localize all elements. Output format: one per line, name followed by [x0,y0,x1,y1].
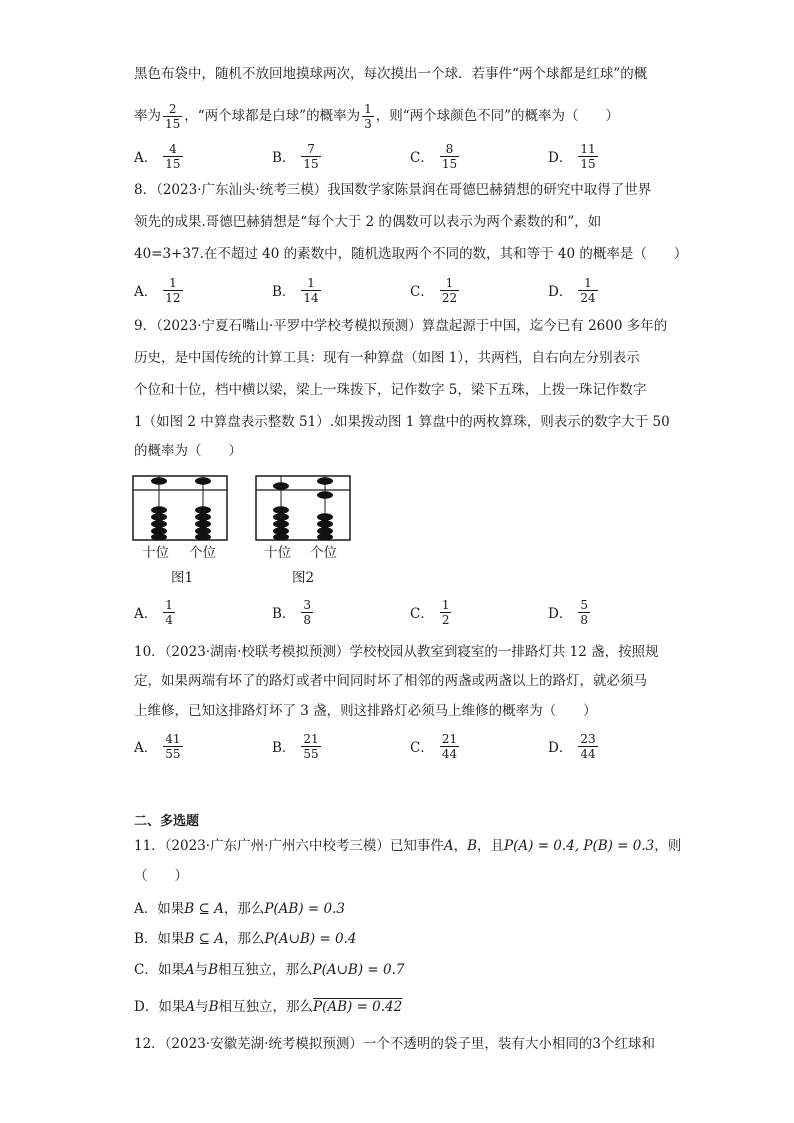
q7-text-c: ，则“两个球颜色不同”的概率为（ ） [375,108,620,124]
abacus-figures [130,472,360,544]
fig1-ones-label: 个位 [189,545,216,561]
q9-option-a[interactable]: A． $\frac{1}{4}$ [134,597,173,627]
q11-option-c[interactable]: C．如果A与B相互独立，那么P(A∪B) = 0.7 [134,962,405,978]
q8-options [134,272,694,308]
q11-line-1: 11．（2023·广东广州·广州六中校考三模）已知事件A，B，且P(A) = 0.4, P(B) = 0.3，则 [134,838,682,854]
q10-option-d[interactable]: D． $\frac{23}{44}$ [548,731,596,761]
fig2-ones-label: 个位 [310,545,337,561]
section-title-multiple-choice: 二、多选题 [134,814,200,829]
q12-line-1: 12．（2023·安徽芜湖·统考模拟预测）一个不透明的袋子里，装有大小相同的3个红球和 [134,1036,655,1052]
q7-fraction-1: $\frac{2}{15}$ [165,102,181,131]
fig1-caption: 图1 [171,570,194,586]
q10-line-2: 定，如果两端有坏了的路灯或者中间同时坏了相邻的两盏或两盏以上的路灯，就必须马 [134,673,647,689]
q9-line-4: 1（如图 2 中算盘表示整数 51）.如果拨动图 1 算盘中的两枚算珠，则表示的数字大于 50 [134,414,670,430]
q10-line-1: 10．（2023·湖南·校联考模拟预测）学校校园从教室到寝室的一排路灯共 12 盏，按照规 [134,644,659,660]
q8-line-2: 领先的成果.哥德巴赫猜想是“每个大于 2 的偶数可以表示为两个素数的和”，如 [134,214,602,230]
abacus-figure-1 [133,476,227,541]
q10-options [134,728,694,764]
q7-option-b[interactable]: B． $\frac{7}{15}$ [272,141,319,171]
abacus-figure-2 [256,476,350,541]
q9-option-c[interactable]: C． $\frac{1}{2}$ [410,597,450,627]
q8-option-a[interactable]: A． $\frac{1}{12}$ [134,275,181,305]
q9-line-1: 9．（2023·宁夏石嘴山·平罗中学校考模拟预测）算盘起源于中国，迄今已有 2600 多年的 [134,318,668,334]
q8-line-3: 40=3+37.在不超过 40 的素数中，随机选取两个不同的数，其和等于 40 的概率是（ ） [134,246,688,262]
q11-line-2: （ ） [134,868,188,884]
q10-option-c[interactable]: C． $\frac{21}{44}$ [410,731,458,761]
fig2-caption: 图2 [292,570,315,586]
q8-option-d[interactable]: D． $\frac{1}{24}$ [548,275,596,305]
q8-option-b[interactable]: B． $\frac{1}{14}$ [272,275,319,305]
q9-option-d[interactable]: D． $\frac{5}{8}$ [548,597,588,627]
q7-options [134,138,694,174]
q9-line-2: 历史，是中国传统的计算工具：现有一种算盘（如图 1），共两档，自右向左分别表示 [134,350,640,366]
q7-fraction-2: $\frac{1}{3}$ [364,102,372,131]
q9-line-5: 的概率为（ ） [134,443,242,459]
q7-line-2 [134,102,619,131]
q10-option-a[interactable]: A． $\frac{41}{55}$ [134,731,181,761]
q10-option-b[interactable]: B． $\frac{21}{55}$ [272,731,319,761]
q9-options [134,594,694,630]
fig1-tens-label: 十位 [142,545,169,561]
fig2-tens-label: 十位 [264,545,291,561]
q9-line-3: 个位和十位，档中横以梁，梁上一珠拨下，记作数字 5，梁下五珠，上拨一珠记作数字 [134,382,647,398]
q11-option-a[interactable]: A．如果B ⊆ A，那么P(AB) = 0.3 [134,901,345,917]
q11-condition-math: P(A) = 0.4, P(B) = 0.3 [504,838,655,854]
q7-option-a[interactable]: A． $\frac{4}{15}$ [134,141,181,171]
q9-option-b[interactable]: B． $\frac{3}{8}$ [272,597,312,627]
q7-line-1: 黑色布袋中，随机不放回地摸球两次，每次摸出一个球．若事件“两个球都是红球”的概 [134,66,648,82]
q7-text-b: ，“两个球都是白球”的概率为 [184,108,361,124]
q8-option-c[interactable]: C． $\frac{1}{22}$ [410,275,458,305]
q7-text-a: 率为 [134,108,161,124]
q7-option-d[interactable]: D． $\frac{11}{15}$ [548,141,596,171]
q8-line-1: 8．（2023·广东汕头·统考三模）我国数学家陈景润在哥德巴赫猜想的研究中取得了世界 [134,182,652,198]
q7-option-c[interactable]: C． $\frac{8}{15}$ [410,141,458,171]
q10-line-3: 上维修，已知这排路灯坏了 3 盏，则这排路灯必须马上维修的概率为（ ） [134,703,597,719]
q11-option-d[interactable]: D．如果A与B相互独立，那么P(AB) = 0.42 [134,999,403,1015]
q11-option-b[interactable]: B．如果B ⊆ A，那么P(A∪B) = 0.4 [134,931,357,947]
